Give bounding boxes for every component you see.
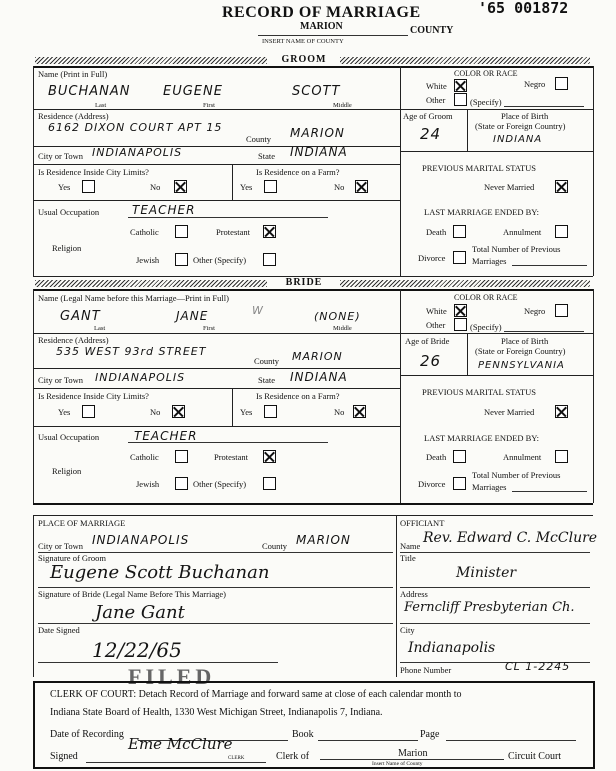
groom-city-label: City or Town — [38, 151, 84, 161]
officiant-title: Minister — [456, 565, 517, 581]
header-county-line — [258, 35, 408, 36]
clerk-signature: Eme McClure — [128, 735, 233, 753]
bride-never-married-label: Never Married — [484, 407, 535, 417]
groom-section-title: GROOM — [281, 54, 327, 65]
groom-death-checkbox — [453, 225, 466, 238]
groom-never-married-checkbox — [555, 180, 568, 193]
groom-last-ended-heading: LAST MARRIAGE ENDED BY: — [424, 207, 539, 217]
bride-other-religion-label: Other (Specify) — [193, 479, 247, 489]
bride-death-label: Death — [426, 452, 447, 462]
bride-age-divider — [467, 333, 468, 375]
bride-white-label: White — [426, 306, 447, 316]
bride-state: INDIANA — [290, 370, 348, 384]
groom-city-no-label: No — [150, 182, 161, 192]
bride-middle-name: (NONE) — [314, 310, 361, 323]
bride-right-rule-2 — [400, 375, 593, 376]
groom-catholic-label: Catholic — [130, 227, 159, 237]
groom-first-caption: First — [203, 102, 215, 109]
bride-death-checkbox — [453, 450, 466, 463]
bride-city-no-label: No — [150, 407, 161, 417]
groom-jewish-label: Jewish — [136, 255, 160, 265]
officiant-title-label: Title — [400, 553, 416, 563]
officiant-title-line — [400, 587, 590, 588]
bride-state-label: State — [258, 375, 275, 385]
groom-left-border — [33, 66, 34, 276]
groom-catholic-checkbox — [175, 225, 188, 238]
groom-county-label: County — [246, 134, 272, 144]
groom-city-no-checkbox — [174, 180, 187, 193]
groom-hatch-right — [340, 57, 590, 64]
bride-divorce-checkbox — [453, 477, 466, 490]
date-of-recording-label: Date of Recording — [50, 729, 124, 740]
bride-last-caption: Last — [94, 325, 106, 332]
bride-farm-no-checkbox — [353, 405, 366, 418]
marriage-city: INDIANAPOLIS — [92, 533, 190, 547]
groom-annulment-label: Annulment — [503, 227, 542, 237]
bride-other-religion-checkbox — [263, 477, 276, 490]
bride-signature: Jane Gant — [95, 602, 185, 623]
groom-occupation-line — [128, 217, 328, 218]
marriage-county: MARION — [296, 533, 351, 547]
groom-other-religion-checkbox — [263, 253, 276, 266]
clerk-small-label: CLERK — [228, 756, 245, 761]
bride-city-yes-label: Yes — [58, 407, 71, 417]
clerk-county-line — [320, 759, 504, 760]
groom-prev-status-heading: PREVIOUS MARITAL STATUS — [422, 163, 537, 173]
groom-total-label: Total Number of Previous — [472, 244, 561, 254]
bride-column-divider — [400, 289, 401, 503]
groom-right-rule-2 — [400, 151, 593, 152]
groom-right-rule-1 — [400, 109, 593, 110]
bride-specify-label: (Specify) — [470, 322, 502, 332]
officiant-name-label: Name — [400, 541, 421, 551]
bride-city-no-checkbox — [172, 405, 185, 418]
groom-farm-no-checkbox — [355, 180, 368, 193]
officiant-phone-label: Phone Number — [400, 665, 452, 675]
groom-county: MARION — [290, 126, 345, 140]
bride-name-label: Name (Legal Name before this Marriage—Print in Full) — [38, 293, 229, 303]
bride-divorce-label: Divorce — [418, 479, 446, 489]
bride-first-caption: First — [203, 325, 215, 332]
officiant-address: Ferncliff Presbyterian Ch. — [404, 600, 575, 615]
officiant-address-label: Address — [400, 589, 428, 599]
groom-jewish-checkbox — [175, 253, 188, 266]
groom-race-heading: COLOR OR RACE — [454, 69, 518, 78]
header-county-label: COUNTY — [410, 25, 454, 36]
filed-stamp: FILED — [128, 664, 216, 689]
groom-religion-label: Religion — [52, 243, 82, 253]
record-title: RECORD OF MARRIAGE — [222, 4, 421, 21]
groom-last-name: BUCHANAN — [48, 84, 131, 99]
serial-number: '65 001872 — [478, 0, 569, 17]
groom-residence: 6162 DIXON COURT APT 15 — [48, 121, 223, 134]
bride-right-rule-1 — [400, 333, 593, 334]
groom-hatch-left — [35, 57, 267, 64]
bride-farm-yes-label: Yes — [240, 407, 253, 417]
groom-other-religion-label: Other (Specify) — [193, 255, 247, 265]
groom-last-caption: Last — [95, 102, 107, 109]
bride-signature-line — [38, 623, 393, 624]
groom-farm-yes-label: Yes — [240, 182, 253, 192]
groom-negro-checkbox — [555, 77, 568, 90]
groom-marriages-label: Marriages — [472, 256, 507, 266]
book-line — [318, 740, 418, 741]
bride-city-yes-checkbox — [82, 405, 95, 418]
groom-row-rule-3 — [33, 164, 400, 165]
bride-farm-yes-checkbox — [264, 405, 277, 418]
groom-specify-label: (Specify) — [470, 97, 502, 107]
groom-occupation-label: Usual Occupation — [38, 207, 100, 217]
groom-farm-no-label: No — [334, 182, 345, 192]
bride-catholic-label: Catholic — [130, 452, 159, 462]
bride-other-race-checkbox — [454, 318, 467, 331]
groom-specify-line — [504, 106, 584, 107]
bride-age: 26 — [420, 352, 442, 370]
groom-other-race-label: Other — [426, 95, 446, 105]
page-label: Page — [420, 729, 440, 740]
groom-row-rule-1 — [33, 109, 400, 110]
groom-age-label: Age of Groom — [403, 111, 453, 121]
bride-hatch-left — [35, 280, 267, 287]
bride-row-rule-2 — [33, 368, 400, 369]
marriage-city-label: City or Town — [38, 541, 84, 551]
bride-jewish-checkbox — [175, 477, 188, 490]
page-line — [446, 740, 576, 741]
groom-top-rule — [33, 66, 593, 68]
groom-signature-line — [38, 587, 393, 588]
bride-county-label: County — [254, 356, 280, 366]
bride-bottom-rule — [33, 503, 593, 505]
officiant-city-label: City — [400, 625, 415, 635]
bride-county: MARION — [292, 350, 343, 363]
bride-marriages-label: Marriages — [472, 482, 507, 492]
bride-city: INDIANAPOLIS — [95, 371, 186, 384]
groom-city-limits-label: Is Residence Inside City Limits? — [38, 167, 149, 177]
bride-occupation-line — [128, 442, 328, 443]
bride-last-name: GANT — [60, 309, 101, 324]
groom-marriages-line — [512, 265, 587, 266]
groom-farm-label: Is Residence on a Farm? — [256, 167, 340, 177]
book-label: Book — [292, 729, 314, 740]
groom-middle-caption: Middle — [333, 102, 352, 109]
groom-divorce-label: Divorce — [418, 253, 446, 263]
lower-left-border — [33, 515, 34, 677]
bride-row-rule-1 — [33, 333, 400, 334]
bride-signature-label: Signature of Bride (Legal Name Before This Marriage) — [38, 589, 226, 599]
bride-limits-divider — [232, 388, 233, 426]
bride-race-heading: COLOR OR RACE — [454, 293, 518, 302]
groom-other-race-checkbox — [454, 93, 467, 106]
officiant-phone: CL 1-2245 — [505, 660, 571, 673]
bride-last-ended-heading: LAST MARRIAGE ENDED BY: — [424, 433, 539, 443]
bride-other-race-label: Other — [426, 320, 446, 330]
bride-city-label: City or Town — [38, 375, 84, 385]
bride-farm-no-label: No — [334, 407, 345, 417]
circuit-court-label: Circuit Court — [508, 751, 562, 762]
bride-occupation: TEACHER — [134, 429, 198, 443]
officiant-name-line — [400, 552, 590, 553]
clerk-instruction-1: CLERK OF COURT: Detach Record of Marriage and forward same at close of each calendar month to — [50, 689, 462, 700]
groom-divorce-checkbox — [453, 251, 466, 264]
bride-section-title: BRIDE — [285, 277, 323, 288]
date-signed: 12/22/65 — [92, 638, 182, 662]
groom-limits-divider — [232, 164, 233, 200]
lower-column-divider — [396, 515, 397, 677]
bride-negro-label: Negro — [524, 306, 546, 316]
groom-never-married-label: Never Married — [484, 182, 535, 192]
officiant-name: Rev. Edward C. McClure — [423, 530, 598, 546]
groom-protestant-checkbox — [263, 225, 276, 238]
groom-name-label: Name (Print in Full) — [38, 69, 108, 79]
clerk-instruction-2: Indiana State Board of Health, 1330 West Michigan Street, Indianapolis 7, Indiana. — [50, 707, 383, 718]
header-county-hint: INSERT NAME OF COUNTY — [262, 38, 344, 45]
signed-label: Signed — [50, 751, 78, 762]
groom-age: 24 — [420, 125, 442, 143]
groom-signature: Eugene Scott Buchanan — [50, 562, 270, 583]
date-signed-label: Date Signed — [38, 625, 80, 635]
groom-age-divider — [467, 109, 468, 151]
bride-city-limits-label: Is Residence Inside City Limits? — [38, 391, 149, 401]
marriage-county-label: County — [262, 541, 288, 551]
bride-negro-checkbox — [555, 304, 568, 317]
bride-religion-label: Religion — [52, 466, 82, 476]
officiant-heading: OFFICIANT — [400, 518, 445, 528]
place-of-marriage-heading: PLACE OF MARRIAGE — [38, 518, 126, 528]
bride-age-label: Age of Bride — [405, 336, 450, 346]
groom-city: INDIANAPOLIS — [92, 146, 183, 159]
groom-first-name: EUGENE — [163, 84, 223, 99]
groom-white-label: White — [426, 81, 447, 91]
bride-birthplace: PENNSYLVANIA — [478, 360, 565, 371]
groom-occupation: TEACHER — [132, 203, 196, 217]
groom-state-label: State — [258, 151, 275, 161]
groom-signature-label: Signature of Groom — [38, 553, 106, 563]
bride-birth-label: Place of Birth — [501, 336, 549, 346]
groom-annulment-checkbox — [555, 225, 568, 238]
groom-birth-label: Place of Birth — [501, 111, 549, 121]
bride-row-rule-3 — [33, 388, 400, 389]
groom-farm-yes-checkbox — [264, 180, 277, 193]
groom-state: INDIANA — [290, 145, 348, 159]
groom-city-yes-checkbox — [82, 180, 95, 193]
bride-total-label: Total Number of Previous — [472, 470, 561, 480]
groom-middle-name: SCOTT — [292, 84, 341, 99]
clerk-county: Marion — [398, 748, 428, 759]
groom-right-border — [593, 66, 594, 276]
bride-catholic-checkbox — [175, 450, 188, 463]
bride-never-married-checkbox — [555, 405, 568, 418]
bride-prev-status-heading: PREVIOUS MARITAL STATUS — [422, 387, 537, 397]
officiant-city: Indianapolis — [408, 640, 496, 656]
bride-white-checkbox — [454, 304, 467, 317]
header-county-name: MARION — [300, 21, 343, 32]
groom-city-yes-label: Yes — [58, 182, 71, 192]
signed-line — [86, 762, 266, 763]
bride-middle-caption: Middle — [333, 325, 352, 332]
bride-top-rule — [33, 289, 593, 291]
bride-first-name-extra: W — [252, 304, 264, 317]
groom-death-label: Death — [426, 227, 447, 237]
bride-hatch-right — [340, 280, 590, 287]
bride-residence: 535 WEST 93rd STREET — [56, 345, 207, 358]
groom-white-checkbox — [454, 79, 467, 92]
groom-column-divider — [400, 66, 401, 276]
groom-row-rule-4 — [33, 200, 400, 201]
bride-protestant-checkbox — [263, 450, 276, 463]
bride-right-border — [593, 289, 594, 503]
bride-residence-label: Residence (Address) — [38, 335, 109, 345]
bride-annulment-checkbox — [555, 450, 568, 463]
lower-top-rule — [33, 515, 593, 516]
groom-protestant-label: Protestant — [216, 227, 250, 237]
bride-jewish-label: Jewish — [136, 479, 160, 489]
officiant-address-line — [400, 623, 590, 624]
groom-birthplace: INDIANA — [493, 134, 543, 145]
bride-row-rule-4 — [33, 426, 400, 427]
bride-marriages-line — [512, 491, 587, 492]
bride-farm-label: Is Residence on a Farm? — [256, 391, 340, 401]
bride-occupation-label: Usual Occupation — [38, 432, 100, 442]
bride-annulment-label: Annulment — [503, 452, 542, 462]
clerk-of-label: Clerk of — [276, 751, 310, 762]
clerk-county-hint: Insert Name of County — [372, 761, 423, 767]
bride-first-name: JANE — [176, 309, 209, 323]
groom-residence-label: Residence (Address) — [38, 111, 109, 121]
bride-birth-sub-label: (State or Foreign Country) — [475, 346, 566, 356]
bride-left-border — [33, 289, 34, 503]
date-signed-line — [38, 662, 278, 663]
groom-birth-sub-label: (State or Foreign Country) — [475, 121, 566, 131]
bride-specify-line — [504, 331, 584, 332]
bride-protestant-label: Protestant — [214, 452, 248, 462]
groom-negro-label: Negro — [524, 79, 546, 89]
